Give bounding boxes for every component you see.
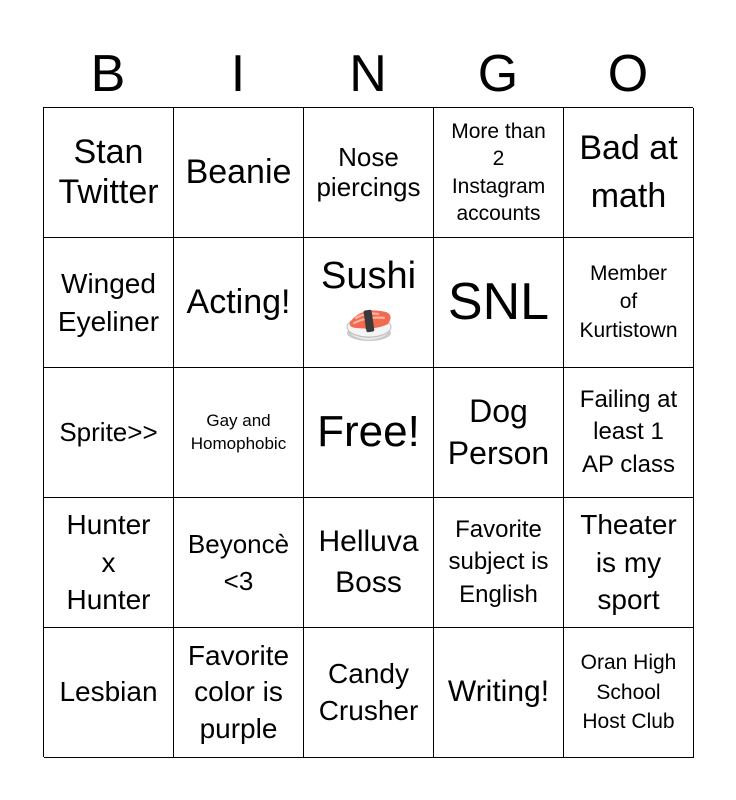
bingo-cell-acting[interactable] (174, 238, 304, 368)
header-letter-i: I (230, 45, 246, 103)
bingo-cell-instagram-accounts[interactable] (434, 108, 564, 238)
sushi-icon (342, 300, 396, 349)
cell-label: Favorite color is purple (187, 639, 290, 744)
bingo-cell-snl[interactable] (434, 238, 564, 368)
cell-label: Writing! (447, 675, 550, 709)
cell-label: Sushi (320, 255, 417, 298)
cell-label: Winged Eyeliner (57, 267, 160, 337)
cell-label: More than 2 Instagram accounts (451, 119, 546, 225)
cell-label: Theater is my sport (580, 508, 677, 616)
cell-label: Beyoncè <3 (187, 529, 290, 596)
cell-label: Stan Twitter (58, 133, 159, 211)
bingo-cell-free[interactable] (304, 368, 434, 498)
cell-label: Free! (317, 407, 420, 457)
bingo-cell-nose-piercings[interactable] (304, 108, 434, 238)
cell-label: SNL (447, 272, 550, 331)
cell-label: Beanie (185, 152, 292, 191)
bingo-cell-favorite-color-purple[interactable] (174, 628, 304, 758)
bingo-cell-oran-high-school[interactable] (564, 628, 694, 758)
bingo-board (43, 107, 693, 757)
cell-label: Member of Kurtistown (579, 261, 678, 342)
bingo-cell-candy-crusher[interactable] (304, 628, 434, 758)
cell-label: Helluva Boss (318, 525, 419, 599)
cell-label: Dog Person (447, 392, 550, 471)
bingo-cell-beyonce[interactable] (174, 498, 304, 628)
cell-label: Gay and Homophobic (190, 410, 287, 453)
bingo-cell-favorite-subject-english[interactable] (434, 498, 564, 628)
bingo-cell-lesbian[interactable] (44, 628, 174, 758)
cell-label: Nose piercings (316, 141, 421, 202)
bingo-cell-beanie[interactable] (174, 108, 304, 238)
cell-label: Lesbian (59, 676, 158, 708)
bingo-cell-stan-twitter[interactable] (44, 108, 174, 238)
header-letter-n: N (349, 45, 387, 103)
bingo-cell-failing-ap-class[interactable] (564, 368, 694, 498)
header-letter-g: G (477, 45, 519, 103)
bingo-cell-sprite[interactable] (44, 368, 174, 498)
bingo-cell-writing[interactable] (434, 628, 564, 758)
header-letter-b: B (90, 45, 126, 103)
bingo-cell-gay-and-homophobic[interactable] (174, 368, 304, 498)
bingo-cell-winged-eyeliner[interactable] (44, 238, 174, 368)
cell-label: Failing at least 1 AP class (579, 385, 678, 478)
bingo-cell-dog-person[interactable] (434, 368, 564, 498)
bingo-header (43, 40, 693, 108)
cell-label: Oran High School Host Club (580, 651, 677, 734)
cell-label: Hunter x Hunter (66, 508, 151, 616)
bingo-cell-sushi[interactable] (304, 238, 434, 368)
bingo-cell-bad-at-math[interactable] (564, 108, 694, 238)
cell-label: Acting! (186, 282, 291, 321)
bingo-cell-helluva-boss[interactable] (304, 498, 434, 628)
cell-label: Favorite subject is English (448, 515, 549, 608)
cell-label: Bad at math (579, 128, 678, 215)
bingo-cell-theater-sport[interactable] (564, 498, 694, 628)
bingo-cell-kurtistown[interactable] (564, 238, 694, 368)
cell-label: Candy Crusher (318, 658, 419, 726)
header-letter-o: O (607, 45, 649, 103)
bingo-cell-hunter-x-hunter[interactable] (44, 498, 174, 628)
cell-label: Sprite>> (59, 416, 158, 447)
